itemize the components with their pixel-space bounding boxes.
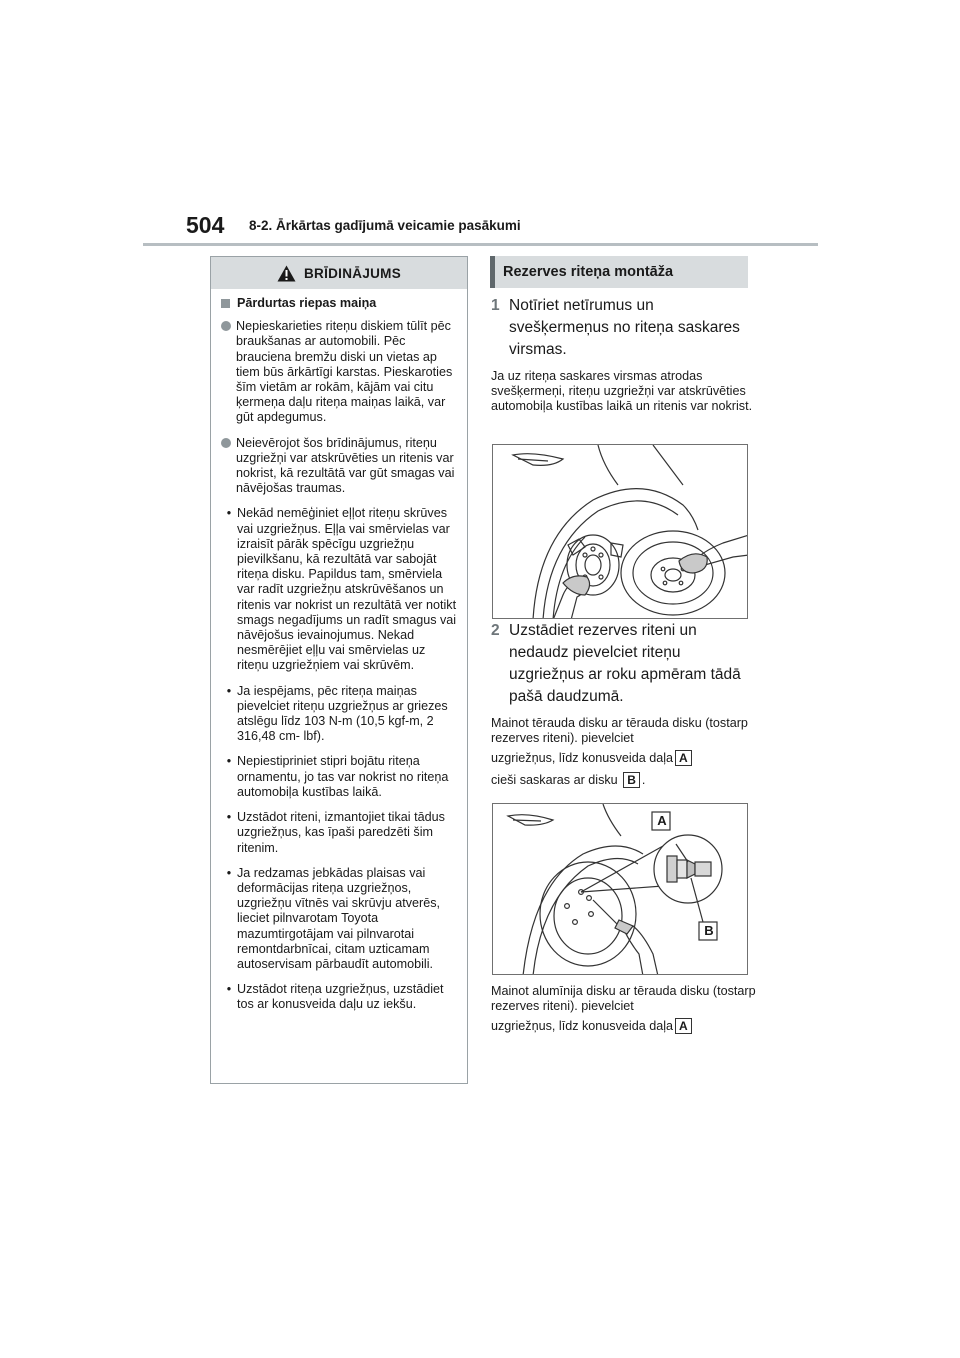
step-number: 1 [491,297,500,314]
square-bullet-icon [221,299,230,308]
figure-label-a: A [657,813,667,828]
warning-box [210,256,468,1084]
section-title: 8-2. Ārkārtas gadījumā veicamie pasākumi [249,218,521,233]
warning-circle-item-text: Nepieskarieties riteņu diskiem tūlīt pēc braukšanas ar automobili. Pēc brauciena bremžu diski un vietas ap tiem būs ārkārtīgi karstas. Pieskaroties šīm vietām ar rokām, kājām vai citu ķermeņa daļu riteņa maiņas laikā, var gūt apdegumus. [236,319,453,425]
step-2-note-aluminium [491,984,756,1034]
warning-body [211,289,467,1013]
warning-circle-item-text: Neievērojot šos brīdinājumus, riteņu uzgriežņi var atskrūvēties un ritenis var nokrist, kā rezultātā var gūt smagas vai nāvējošas traumas. [236,435,455,496]
step-1 [491,295,751,361]
step-text: Notīriet netīrumus un svešķermeņus no riteņa saskares virsmas. [509,297,740,358]
warning-bullet-text: Ja redzamas jebkādas plaisas vai deformācijas riteņa uzgriežņos, uzgriežņu vītnēs vai skrūvju atverēs, lieciet pilnvarotam Toyota mazumtirgotājam vai pilnvarotai remontdarbnīcai, citam uzticamam autoservisam pārbaudīt automobili. [237,865,440,971]
warning-bullet-text: Uzstādot riteni, izmantojiet tikai tādus uzgriežņus, kas īpaši paredzēti šim ritenim. [237,810,445,855]
warning-title: BRĪDINĀJUMS [303,265,402,281]
warning-bullet-item [221,754,457,800]
bullet-dot-icon: • [226,982,232,997]
warning-bullet-text: Nekād nemēģiniet eļļot riteņu skrūves vai uzgriežņus. Eļļa vai smērvielas var izraisīt pārāk spēcīgu uzgriežņu pievilkšanu, kā rezultātā var sabojāt riteņa disku. Papildus tam, smērviela var radīt uzgriežņu atskrūvēšanos un ritenis var nokrist un rezultātā ver notikt smags negadījums un radīt smagus vai nāvējošus ievainojumus. Nekad nesmērējiet eļļu vai smērvielas uz riteņu uzgriežņiem vai skrūvēm. [237,506,457,673]
warning-bullet-item [221,810,457,856]
step-text: Uzstādiet rezerves riteni un nedaudz pievelciet riteņu uzgriežņus ar roku apmēram tādā pašā daudzumā. [509,622,741,705]
bullet-dot-icon: • [226,754,232,769]
warning-bullet-text: Uzstādot riteņa uzgriežņus, uzstādiet tos ar konusveida daļu uz iekšu. [237,982,444,1012]
figure-label-b: B [704,923,714,938]
step-2 [491,620,751,708]
note-line-with-label [491,750,756,766]
circle-bullet-icon [221,438,231,448]
note-line-with-label [491,772,756,788]
figure-nut-cone-detail [492,803,748,975]
label-a-box: A [675,1018,692,1034]
bullet-dot-icon: • [226,865,232,880]
section-heading: Rezerves riteņa montāža [490,256,748,288]
note-line-with-label [491,1018,756,1034]
note-text: cieši saskaras ar disku [491,772,618,787]
warning-triangle-icon [277,265,296,282]
label-b-box: B [623,772,640,788]
warning-bullet-text: Nepiestipriniet stipri bojātu riteņa ornamentu, jo tas var nokrist no riteņa automobiļa kustības laikā. [237,754,449,799]
warning-bullet-item [221,684,457,745]
warning-header [211,257,467,289]
step-1-note: Ja uz riteņa saskares virsmas atrodas svešķermeņi, riteņu uzgriežņi var atskrūvēties automobiļa kustības laikā un ritenis var nokrist. [491,369,753,413]
warning-bullet-text: Ja iespējams, pēc riteņa maiņas pievelciet riteņu uzgriežņus ar griezes atslēgu līdz 103 N-m (10,5 kgf-m, 2 316,48 cm- lbf). [237,683,448,744]
illustration-wheel-nut-detail [493,804,748,975]
warning-subheading [221,296,457,311]
note-text: uzgriežņus, līdz konusveida daļa [491,750,674,765]
warning-bullet-item [221,506,457,673]
note-text: . [641,772,646,787]
circle-bullet-icon [221,321,231,331]
note-line: Mainot tērauda disku ar tērauda disku (tostarp rezerves riteni). pievelciet [491,716,748,745]
label-a-box: A [675,750,692,766]
figure-clean-contact-surfaces [492,444,748,619]
note-text: uzgriežņus, līdz konusveida daļa [491,1018,674,1033]
header-divider [143,243,818,246]
page-number: 504 [186,212,225,238]
bullet-dot-icon: • [226,683,232,698]
bullet-dot-icon: • [226,506,232,521]
warning-bullet-item [221,982,457,1012]
note-line: Mainot alumīnija disku ar tērauda disku (tostarp rezerves riteni). pievelciet [491,984,756,1013]
warning-circle-item [221,319,457,425]
step-2-note [491,716,756,788]
bullet-dot-icon: • [226,810,232,825]
step-number: 2 [491,622,500,639]
warning-subheading-text: Pārdurtas riepas maiņa [237,296,377,310]
warning-circle-item [221,436,457,497]
warning-bullet-item [221,866,457,972]
illustration-cleaning-wheel-hub [493,445,748,619]
